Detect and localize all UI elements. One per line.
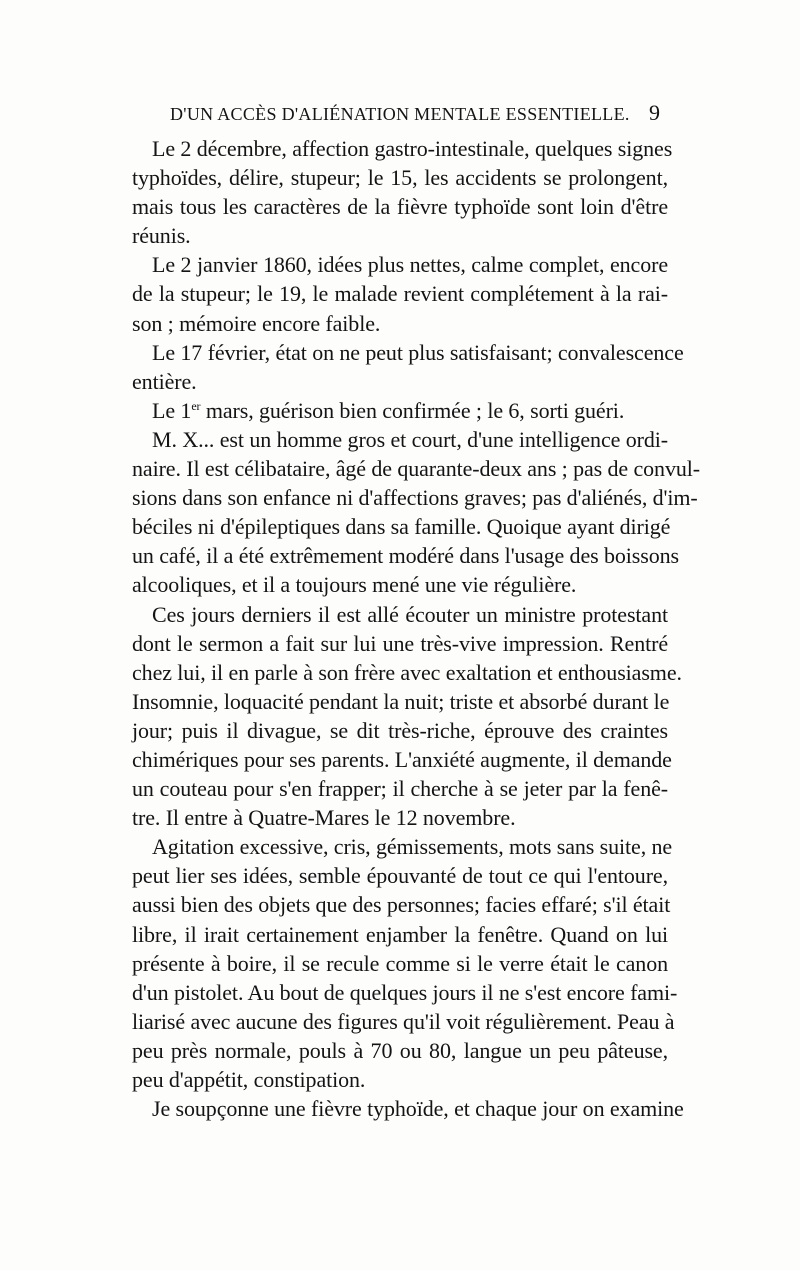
text-line: chimériques pour ses parents. L'anxiété augmente, il demande bbox=[132, 746, 672, 772]
text-line: présente à boire, il se recule comme si le verre était le canon bbox=[132, 950, 668, 976]
text-line: Le 2 décembre, affection gastro-intestinale, quelques signes bbox=[152, 136, 673, 161]
text-line: liarisé avec aucune des figures qu'il voit régulièrement. Peau à bbox=[132, 1008, 675, 1034]
paragraph bbox=[132, 134, 673, 250]
text-line: chez lui, il en parle à son frère avec exaltation et enthousiasme. bbox=[132, 659, 682, 685]
text-line: jour; puis il divague, se dit très-riche, éprouve des craintes bbox=[132, 717, 668, 743]
text-line: d'un pistolet. Au bout de quelques jours il ne s'est encore fami- bbox=[132, 979, 678, 1005]
text-line: typhoïdes, délire, stupeur; le 15, les accidents se prolongent, bbox=[132, 165, 668, 191]
paragraph bbox=[132, 1094, 684, 1123]
paragraph bbox=[132, 425, 700, 600]
text-line: son ; mémoire encore faible. bbox=[132, 310, 381, 336]
text-line: Insomnie, loquacité pendant la nuit; triste et absorbé durant le bbox=[132, 688, 670, 714]
text-line: peut lier ses idées, semble épouvanté de tout ce qui l'entoure, bbox=[132, 863, 668, 889]
text-line: peu près normale, pouls à 70 ou 80, langue un peu pâteuse, bbox=[132, 1037, 668, 1063]
ordinal-superscript: er bbox=[191, 398, 201, 413]
text-line: mais tous les caractères de la fièvre typhoïde sont loin d'être bbox=[132, 194, 668, 220]
text-line: un café, il a été extrêmement modéré dans l'usage des boissons bbox=[132, 543, 679, 569]
text-line: Le 17 février, état on ne peut plus satisfaisant; convalescence bbox=[152, 339, 684, 365]
text-line: un couteau pour s'en frapper; il cherche à se jeter par la fenê- bbox=[132, 776, 668, 802]
text-line: Je soupçonne une fièvre typhoïde, et chaque jour on examine bbox=[152, 1096, 684, 1122]
text-line: de la stupeur; le 19, le malade revient complétement à la rai- bbox=[132, 281, 668, 307]
paragraph bbox=[132, 338, 684, 396]
text-line: Le 2 janvier 1860, idées plus nettes, calme complet, encore bbox=[152, 252, 668, 278]
text-line: alcooliques, et il a toujours mené une vie régulière. bbox=[132, 572, 577, 598]
paragraph bbox=[132, 396, 668, 425]
running-head bbox=[132, 100, 662, 130]
text-line: tre. Il entre à Quatre-Mares le 12 novembre. bbox=[132, 805, 516, 831]
text-line: béciles ni d'épileptiques dans sa famille. Quoique ayant dirigé bbox=[132, 514, 671, 540]
text-line: peu d'appétit, constipation. bbox=[132, 1067, 366, 1092]
text-line: réunis. bbox=[132, 223, 191, 249]
text-fragment: Le 1 bbox=[152, 397, 192, 423]
text-line: naire. Il est célibataire, âgé de quarante-deux ans ; pas de convul- bbox=[132, 456, 700, 482]
text-fragment: mars, guérison bien confirmée ; le 6, sorti guéri. bbox=[200, 397, 625, 423]
paragraph bbox=[132, 832, 678, 1094]
text-line: Ces jours derniers il est allé écouter un ministre protestant bbox=[152, 601, 668, 627]
page-number: 9 bbox=[649, 100, 660, 125]
running-title: D'UN ACCÈS D'ALIÉNATION MENTALE ESSENTIELLE. bbox=[170, 104, 630, 124]
text-line bbox=[132, 396, 668, 425]
text-line: aussi bien des objets que des personnes; facies effaré; s'il était bbox=[132, 892, 671, 918]
text-body bbox=[132, 134, 700, 1123]
paragraph bbox=[132, 250, 668, 337]
text-line: Agitation excessive, cris, gémissements, mots sans suite, ne bbox=[152, 834, 673, 860]
text-line: entière. bbox=[132, 368, 197, 394]
text-line: M. X... est un homme gros et court, d'une intelligence ordi- bbox=[152, 426, 668, 452]
text-line: sions dans son enfance ni d'affections graves; pas d'aliénés, d'im- bbox=[132, 485, 698, 511]
text-line: dont le sermon a fait sur lui une très-vive impression. Rentré bbox=[132, 630, 668, 656]
text-line: libre, il irait certainement enjamber la fenêtre. Quand on lui bbox=[132, 921, 668, 947]
paragraph bbox=[132, 600, 682, 833]
